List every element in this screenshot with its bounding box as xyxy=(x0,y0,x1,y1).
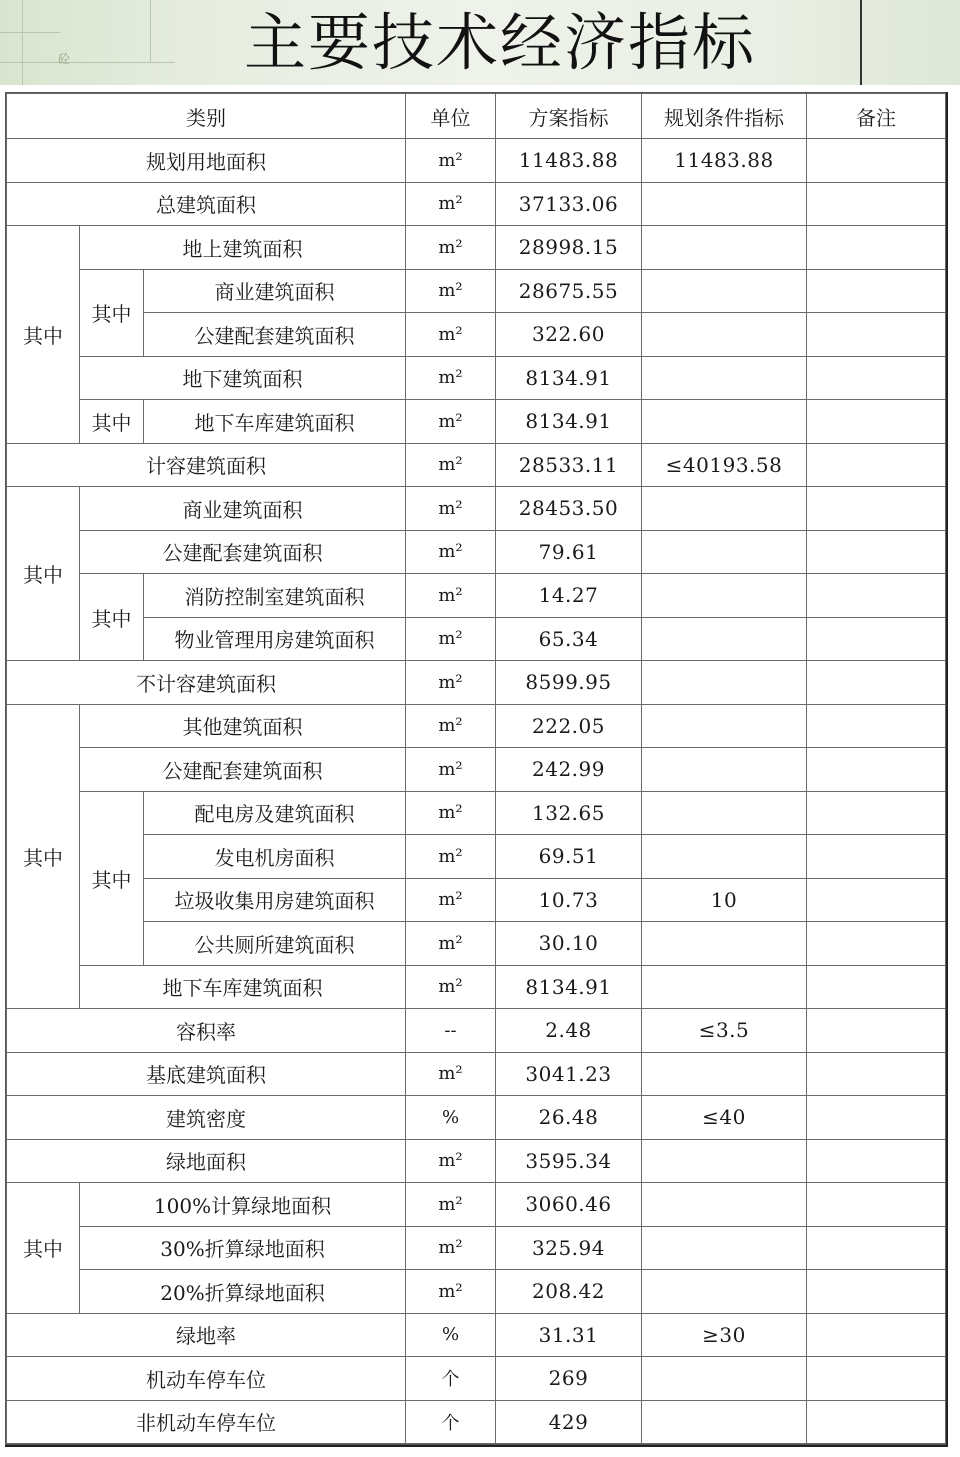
table-row xyxy=(7,313,946,357)
row-planning xyxy=(642,748,807,792)
row-name: 机动车停车位 xyxy=(7,1357,406,1401)
row-planning xyxy=(642,1357,807,1401)
row-unit: m² xyxy=(406,878,496,922)
subgroup-label: 其中 xyxy=(80,791,144,965)
row-scheme: 37133.06 xyxy=(496,182,642,226)
row-name: 公建配套建筑面积 xyxy=(80,748,406,792)
row-remark xyxy=(807,1400,946,1444)
group-label: 其中 xyxy=(7,226,80,444)
row-name: 公建配套建筑面积 xyxy=(144,313,406,357)
header-remark: 备注 xyxy=(807,94,946,139)
table-header-row xyxy=(7,94,946,139)
row-planning xyxy=(642,1226,807,1270)
row-name: 总建筑面积 xyxy=(7,182,406,226)
row-unit: m² xyxy=(406,313,496,357)
table-row xyxy=(7,661,946,705)
subgroup-label: 其中 xyxy=(80,574,144,661)
row-unit: 个 xyxy=(406,1400,496,1444)
row-unit: m² xyxy=(406,269,496,313)
row-remark xyxy=(807,1270,946,1314)
row-scheme: 28533.11 xyxy=(496,443,642,487)
table-row xyxy=(7,182,946,226)
row-remark xyxy=(807,574,946,618)
row-planning xyxy=(642,661,807,705)
row-remark xyxy=(807,313,946,357)
row-planning xyxy=(642,922,807,966)
row-unit: m² xyxy=(406,139,496,183)
table-row xyxy=(7,1313,946,1357)
row-name: 地下车库建筑面积 xyxy=(144,400,406,444)
row-name: 地下建筑面积 xyxy=(80,356,406,400)
row-name: 绿地面积 xyxy=(7,1139,406,1183)
row-scheme: 30.10 xyxy=(496,922,642,966)
row-scheme: 65.34 xyxy=(496,617,642,661)
row-scheme: 222.05 xyxy=(496,704,642,748)
row-remark xyxy=(807,878,946,922)
row-scheme: 10.73 xyxy=(496,878,642,922)
row-remark xyxy=(807,1357,946,1401)
row-scheme: 8599.95 xyxy=(496,661,642,705)
row-scheme: 28998.15 xyxy=(496,226,642,270)
row-planning: ≤40 xyxy=(642,1096,807,1140)
row-unit: m² xyxy=(406,1139,496,1183)
row-remark xyxy=(807,704,946,748)
row-planning xyxy=(642,791,807,835)
row-scheme: 28675.55 xyxy=(496,269,642,313)
row-remark xyxy=(807,226,946,270)
row-unit: m² xyxy=(406,922,496,966)
row-scheme: 3041.23 xyxy=(496,1052,642,1096)
row-unit: m² xyxy=(406,661,496,705)
row-remark xyxy=(807,182,946,226)
row-scheme: 269 xyxy=(496,1357,642,1401)
row-planning xyxy=(642,182,807,226)
header-banner xyxy=(0,0,960,85)
group-label: 其中 xyxy=(7,704,80,1009)
subgroup-label: 其中 xyxy=(80,269,144,356)
row-scheme: 79.61 xyxy=(496,530,642,574)
row-scheme: 28453.50 xyxy=(496,487,642,531)
table-row xyxy=(7,1096,946,1140)
row-planning xyxy=(642,574,807,618)
row-remark xyxy=(807,748,946,792)
row-scheme: 132.65 xyxy=(496,791,642,835)
row-unit: m² xyxy=(406,487,496,531)
row-name: 公建配套建筑面积 xyxy=(80,530,406,574)
row-planning xyxy=(642,356,807,400)
row-scheme: 14.27 xyxy=(496,574,642,618)
row-scheme: 429 xyxy=(496,1400,642,1444)
row-scheme: 31.31 xyxy=(496,1313,642,1357)
indicator-table xyxy=(6,93,946,1444)
row-unit: m² xyxy=(406,1226,496,1270)
row-unit: % xyxy=(406,1313,496,1357)
table-row xyxy=(7,791,946,835)
row-name: 30%折算绿地面积 xyxy=(80,1226,406,1270)
row-planning xyxy=(642,400,807,444)
row-remark xyxy=(807,1139,946,1183)
row-remark xyxy=(807,356,946,400)
row-remark xyxy=(807,1183,946,1227)
row-name: 商业建筑面积 xyxy=(80,487,406,531)
row-planning xyxy=(642,965,807,1009)
subgroup-label: 其中 xyxy=(80,400,144,444)
row-name: 规划用地面积 xyxy=(7,139,406,183)
row-name: 物业管理用房建筑面积 xyxy=(144,617,406,661)
row-name: 消防控制室建筑面积 xyxy=(144,574,406,618)
row-planning xyxy=(642,269,807,313)
row-remark xyxy=(807,835,946,879)
row-name: 计容建筑面积 xyxy=(7,443,406,487)
row-name: 地下车库建筑面积 xyxy=(80,965,406,1009)
row-unit: m² xyxy=(406,356,496,400)
row-remark xyxy=(807,1009,946,1053)
row-scheme: 208.42 xyxy=(496,1270,642,1314)
row-planning: 10 xyxy=(642,878,807,922)
row-unit: m² xyxy=(406,1183,496,1227)
row-name: 配电房及建筑面积 xyxy=(144,791,406,835)
table-row xyxy=(7,1183,946,1227)
table-row xyxy=(7,139,946,183)
row-scheme: 242.99 xyxy=(496,748,642,792)
row-unit: % xyxy=(406,1096,496,1140)
row-unit: m² xyxy=(406,791,496,835)
page-title: 主要技术经济指标 xyxy=(243,6,756,79)
row-unit: m² xyxy=(406,182,496,226)
table-row xyxy=(7,269,946,313)
row-scheme: 8134.91 xyxy=(496,356,642,400)
row-name: 绿地率 xyxy=(7,1313,406,1357)
row-name: 地上建筑面积 xyxy=(80,226,406,270)
row-remark xyxy=(807,1052,946,1096)
frame-bottom-rule xyxy=(5,1445,948,1447)
table-row xyxy=(7,922,946,966)
header-category: 类别 xyxy=(7,94,406,139)
row-planning: 11483.88 xyxy=(642,139,807,183)
row-name: 100%计算绿地面积 xyxy=(80,1183,406,1227)
row-scheme: 3595.34 xyxy=(496,1139,642,1183)
group-label: 其中 xyxy=(7,1183,80,1314)
row-scheme: 3060.46 xyxy=(496,1183,642,1227)
row-remark xyxy=(807,922,946,966)
row-unit: m² xyxy=(406,704,496,748)
header-unit: 单位 xyxy=(406,94,496,139)
table-row xyxy=(7,965,946,1009)
row-scheme: 8134.91 xyxy=(496,965,642,1009)
table-row xyxy=(7,1357,946,1401)
row-unit: m² xyxy=(406,617,496,661)
table-row xyxy=(7,1052,946,1096)
row-unit: m² xyxy=(406,748,496,792)
row-name: 发电机房面积 xyxy=(144,835,406,879)
table-row xyxy=(7,617,946,661)
row-unit: m² xyxy=(406,965,496,1009)
corner-mark: 砼 xyxy=(58,52,71,66)
row-unit: m² xyxy=(406,443,496,487)
table-row xyxy=(7,748,946,792)
header-scheme: 方案指标 xyxy=(496,94,642,139)
row-name: 基底建筑面积 xyxy=(7,1052,406,1096)
row-remark xyxy=(807,139,946,183)
row-planning xyxy=(642,617,807,661)
table-row xyxy=(7,1270,946,1314)
table-row xyxy=(7,226,946,270)
table-row xyxy=(7,574,946,618)
row-remark xyxy=(807,530,946,574)
table-row xyxy=(7,1226,946,1270)
row-scheme: 2.48 xyxy=(496,1009,642,1053)
row-name: 容积率 xyxy=(7,1009,406,1053)
table-row xyxy=(7,356,946,400)
table-row xyxy=(7,878,946,922)
row-remark xyxy=(807,269,946,313)
row-planning xyxy=(642,226,807,270)
row-remark xyxy=(807,487,946,531)
row-planning: ≤3.5 xyxy=(642,1009,807,1053)
frame-right-rule xyxy=(946,92,948,1447)
row-name: 其他建筑面积 xyxy=(80,704,406,748)
row-unit: m² xyxy=(406,530,496,574)
row-planning xyxy=(642,1183,807,1227)
row-unit: -- xyxy=(406,1009,496,1053)
row-planning: ≥30 xyxy=(642,1313,807,1357)
row-remark xyxy=(807,661,946,705)
table-row xyxy=(7,1139,946,1183)
row-unit: m² xyxy=(406,835,496,879)
row-remark xyxy=(807,400,946,444)
header-planning: 规划条件指标 xyxy=(642,94,807,139)
row-remark xyxy=(807,1313,946,1357)
row-name: 公共厕所建筑面积 xyxy=(144,922,406,966)
row-unit: m² xyxy=(406,574,496,618)
table-row xyxy=(7,530,946,574)
row-unit: m² xyxy=(406,226,496,270)
row-name: 建筑密度 xyxy=(7,1096,406,1140)
table-row xyxy=(7,1400,946,1444)
row-scheme: 26.48 xyxy=(496,1096,642,1140)
row-planning xyxy=(642,530,807,574)
row-scheme: 8134.91 xyxy=(496,400,642,444)
row-unit: 个 xyxy=(406,1357,496,1401)
row-remark xyxy=(807,617,946,661)
table-row xyxy=(7,1009,946,1053)
row-name: 不计容建筑面积 xyxy=(7,661,406,705)
table-row xyxy=(7,704,946,748)
table-row xyxy=(7,835,946,879)
row-planning xyxy=(642,1400,807,1444)
row-scheme: 11483.88 xyxy=(496,139,642,183)
row-scheme: 325.94 xyxy=(496,1226,642,1270)
group-label: 其中 xyxy=(7,487,80,661)
row-scheme: 322.60 xyxy=(496,313,642,357)
row-name: 商业建筑面积 xyxy=(144,269,406,313)
row-remark xyxy=(807,443,946,487)
row-planning xyxy=(642,487,807,531)
row-unit: m² xyxy=(406,400,496,444)
row-planning xyxy=(642,704,807,748)
row-remark xyxy=(807,791,946,835)
row-planning xyxy=(642,313,807,357)
row-remark xyxy=(807,1226,946,1270)
row-planning: ≤40193.58 xyxy=(642,443,807,487)
table-row xyxy=(7,443,946,487)
table-row xyxy=(7,400,946,444)
row-unit: m² xyxy=(406,1270,496,1314)
row-planning xyxy=(642,1052,807,1096)
row-planning xyxy=(642,835,807,879)
row-scheme: 69.51 xyxy=(496,835,642,879)
row-remark xyxy=(807,1096,946,1140)
row-name: 20%折算绿地面积 xyxy=(80,1270,406,1314)
row-planning xyxy=(642,1270,807,1314)
row-planning xyxy=(642,1139,807,1183)
row-name: 非机动车停车位 xyxy=(7,1400,406,1444)
indicator-table-container xyxy=(5,92,947,1445)
table-row xyxy=(7,487,946,531)
row-name: 垃圾收集用房建筑面积 xyxy=(144,878,406,922)
title-divider xyxy=(860,0,862,85)
row-remark xyxy=(807,965,946,1009)
row-unit: m² xyxy=(406,1052,496,1096)
